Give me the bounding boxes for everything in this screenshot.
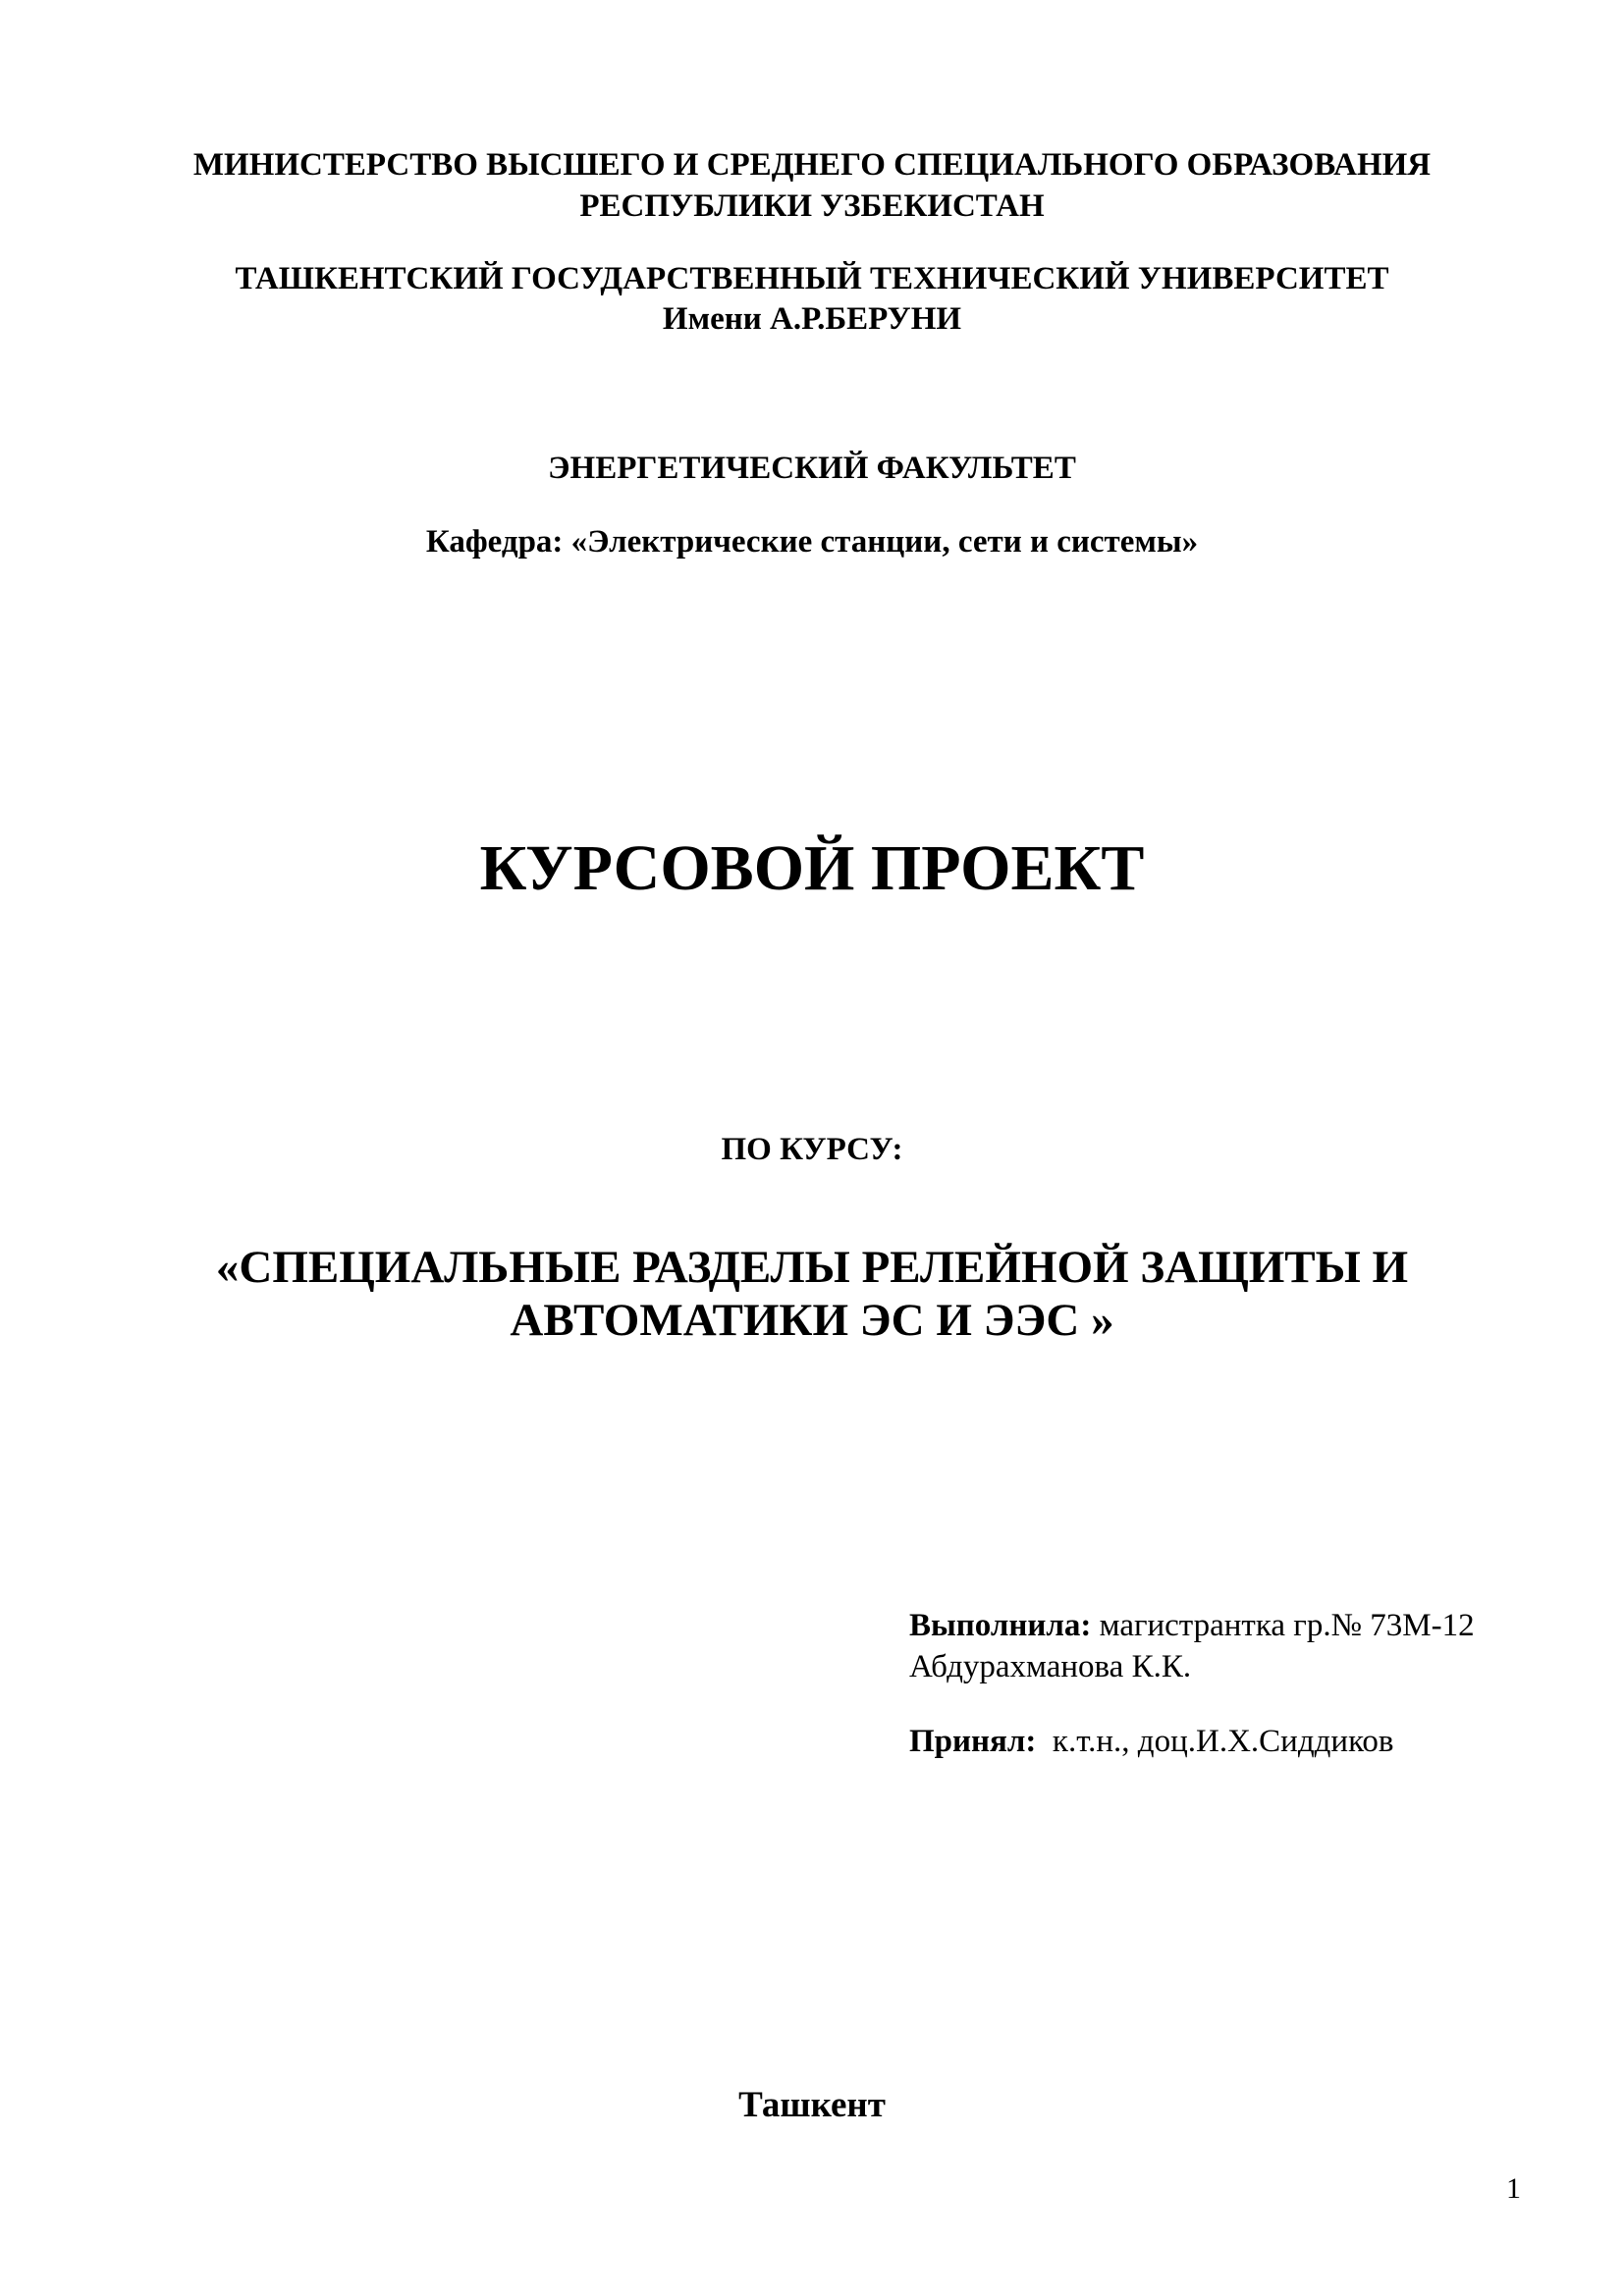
performed-by-name: Абдурахманова К.К. [909, 1649, 1192, 1684]
course-name-line-1: «СПЕЦИАЛЬНЫЕ РАЗДЕЛЫ РЕЛЕЙНОЙ ЗАЩИТЫ И [215, 1242, 1409, 1293]
city: Ташкент [738, 2085, 886, 2125]
ministry-line-1: МИНИСТЕРСТВО ВЫСШЕГО И СРЕДНЕГО СПЕЦИАЛЬНОГО ОБРАЗОВАНИЯ [192, 147, 1432, 183]
accepted-by-label: Принял: [909, 1724, 1037, 1759]
university-line-2: Имени А.Р.БЕРУНИ [662, 301, 962, 337]
ministry-line-2: РЕСПУБЛИКИ УЗБЕКИСТАН [579, 188, 1045, 224]
course-name-line-2: АВТОМАТИКИ ЭС И ЭЭС » [510, 1295, 1114, 1346]
course-label: ПО КУРСУ: [721, 1132, 903, 1167]
accepted-by [909, 1726, 1394, 1758]
faculty-heading: ЭНЕРГЕТИЧЕСКИЙ ФАКУЛЬТЕТ [548, 451, 1076, 486]
department-heading: Кафедра: «Электрические станции, сети и системы» [425, 524, 1199, 560]
performed-by [909, 1610, 1475, 1642]
accepted-by-value: к.т.н., доц.И.Х.Сиддиков [1036, 1724, 1394, 1759]
document-title: КУРСОВОЙ ПРОЕКТ [479, 832, 1145, 904]
performed-by-value: магистрантка гр.№ 73М-12 [1091, 1608, 1475, 1643]
university-line-1: ТАШКЕНТСКИЙ ГОСУДАРСТВЕННЫЙ ТЕХНИЧЕСКИЙ УНИВЕРСИТЕТ [235, 261, 1389, 296]
page-number: 1 [1506, 2172, 1521, 2205]
performed-by-label: Выполнила: [909, 1608, 1092, 1643]
